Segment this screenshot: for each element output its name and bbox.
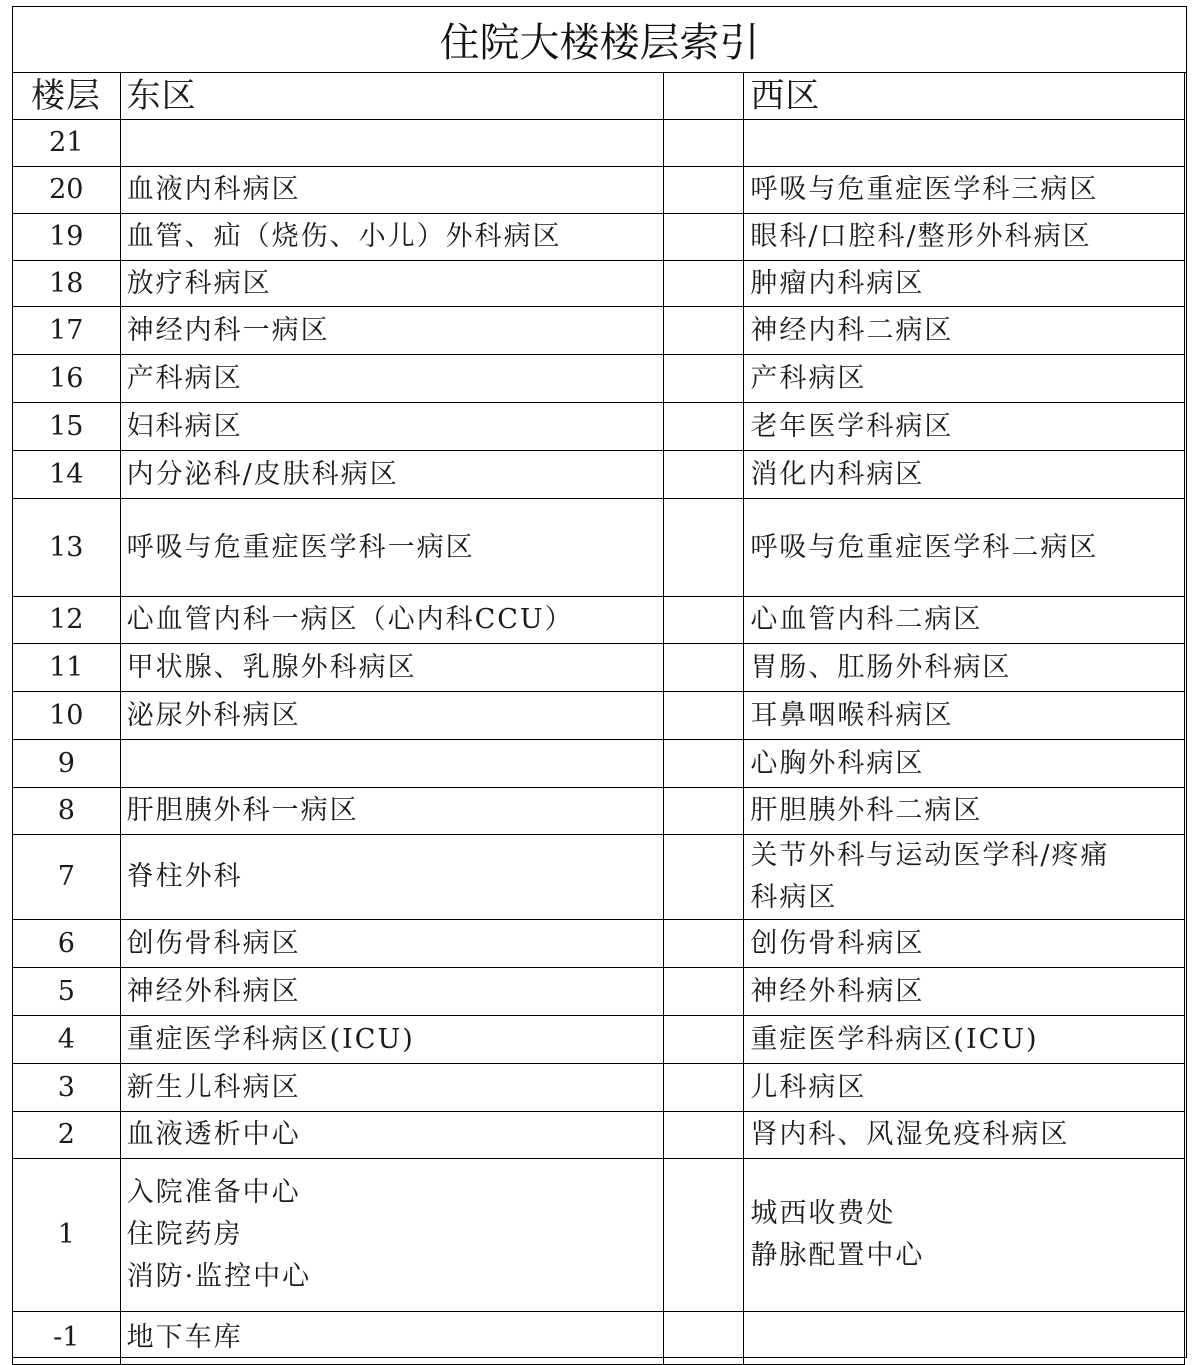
table-row [13, 644, 1185, 692]
east-ward-cell [120, 120, 663, 167]
east-ward-cell [120, 214, 663, 261]
east-ward-cell [120, 835, 663, 920]
east-ward-cell [120, 644, 663, 692]
east-ward-label: 产科病区 [126, 362, 243, 394]
table-row [13, 451, 1185, 499]
west-ward-cell [744, 1112, 1185, 1159]
floor-number: 8 [13, 788, 121, 835]
west-ward-label: 呼吸与危重症医学科三病区 [750, 174, 1099, 205]
table-row [13, 120, 1185, 167]
east-ward-label: 放疗科病区 [126, 267, 272, 299]
east-ward-cell [120, 1016, 663, 1064]
table-row [13, 355, 1185, 403]
east-ward-label: 地下车库 [126, 1322, 243, 1353]
floor-index-sheet [12, 6, 1187, 1358]
spacer-cell [663, 307, 744, 355]
floor-number: 18 [13, 261, 121, 307]
floor-number: 5 [13, 968, 121, 1016]
east-ward-label: 肝胆胰外科一病区 [126, 795, 359, 826]
west-ward-cell [744, 355, 1185, 403]
spacer-cell [663, 740, 744, 788]
spacer-cell [663, 1312, 744, 1365]
header-spacer [663, 73, 744, 120]
floor-number: -1 [13, 1312, 121, 1365]
table-row [13, 167, 1185, 214]
east-ward-cell [120, 307, 663, 355]
spacer-cell [663, 355, 744, 403]
east-ward-label: 神经外科病区 [126, 975, 301, 1007]
west-ward-label: 肿瘤内科病区 [750, 267, 925, 299]
spacer-cell [663, 499, 744, 597]
west-ward-cell [744, 261, 1185, 307]
west-ward-cell [744, 120, 1185, 167]
west-ward-label: 肾内科、风湿免疫科病区 [750, 1119, 1070, 1150]
west-ward-cell [744, 451, 1185, 499]
west-ward-cell [744, 740, 1185, 788]
floor-index-table [12, 72, 1185, 1365]
floor-number: 11 [13, 644, 121, 692]
spacer-cell [663, 451, 744, 499]
spacer-cell [663, 120, 744, 167]
east-ward-label: 血管、疝（烧伤、小儿）外科病区 [126, 221, 562, 252]
east-ward-cell [120, 740, 663, 788]
west-ward-cell [744, 214, 1185, 261]
east-ward-label: 泌尿外科病区 [126, 699, 301, 731]
table-row [13, 920, 1185, 968]
spacer-cell [663, 644, 744, 692]
west-ward-cell [744, 835, 1185, 920]
table-row [13, 835, 1185, 920]
floor-number: 6 [13, 920, 121, 968]
west-ward-label: 心胸外科病区 [750, 747, 925, 779]
header-row [13, 73, 1185, 120]
east-ward-cell [120, 1112, 663, 1159]
east-ward-cell [120, 1064, 663, 1112]
spacer-cell [663, 403, 744, 451]
floor-number: 16 [13, 355, 121, 403]
west-ward-label: 呼吸与危重症医学科二病区 [750, 531, 1099, 563]
floor-number: 2 [13, 1112, 121, 1159]
west-ward-label: 神经外科病区 [750, 975, 925, 1007]
table-row [13, 597, 1185, 644]
east-ward-cell [120, 692, 663, 740]
floor-number: 7 [13, 835, 121, 920]
spacer-cell [663, 1064, 744, 1112]
floor-number: 1 [13, 1159, 121, 1312]
west-ward-cell [744, 968, 1185, 1016]
table-row [13, 788, 1185, 835]
west-ward-cell [744, 1064, 1185, 1112]
table-row [13, 692, 1185, 740]
east-ward-cell [120, 788, 663, 835]
spacer-cell [663, 261, 744, 307]
table-row [13, 1159, 1185, 1312]
table-row [13, 1112, 1185, 1159]
spacer-cell [663, 788, 744, 835]
floor-number: 17 [13, 307, 121, 355]
east-ward-label: 神经内科一病区 [126, 314, 330, 346]
east-ward-label: 入院准备中心 [126, 1177, 301, 1208]
table-row [13, 1312, 1185, 1365]
east-ward-label: 甲状腺、乳腺外科病区 [126, 651, 417, 683]
table-row [13, 214, 1185, 261]
header-floor: 楼层 [13, 73, 121, 120]
west-ward-cell [744, 692, 1185, 740]
east-ward-label: 住院药房 [126, 1219, 243, 1250]
east-ward-cell [120, 920, 663, 968]
east-ward-cell [120, 499, 663, 597]
east-ward-label: 血液内科病区 [126, 174, 301, 205]
west-ward-cell [744, 1159, 1185, 1312]
table-row [13, 740, 1185, 788]
east-ward-cell [120, 1312, 663, 1365]
west-ward-label: 产科病区 [750, 362, 867, 394]
east-ward-cell [120, 261, 663, 307]
west-ward-cell [744, 597, 1185, 644]
west-ward-label: 消化内科病区 [750, 458, 925, 490]
east-ward-cell [120, 167, 663, 214]
spacer-cell [663, 1016, 744, 1064]
east-ward-label: 心血管内科一病区（心内科CCU） [126, 604, 574, 635]
west-ward-label: 重症医学科病区(ICU) [750, 1023, 1039, 1055]
east-ward-label: 血液透析中心 [126, 1119, 301, 1150]
header-west: 西区 [744, 73, 1185, 120]
spacer-cell [663, 692, 744, 740]
spacer-cell [663, 214, 744, 261]
spacer-cell [663, 167, 744, 214]
west-ward-cell [744, 307, 1185, 355]
east-ward-cell [120, 451, 663, 499]
table-row [13, 968, 1185, 1016]
table-row [13, 261, 1185, 307]
spacer-cell [663, 1112, 744, 1159]
east-ward-label: 新生儿科病区 [126, 1071, 301, 1103]
west-ward-label: 创伤骨科病区 [750, 927, 925, 959]
floor-number: 14 [13, 451, 121, 499]
east-ward-cell [120, 403, 663, 451]
east-ward-label: 呼吸与危重症医学科一病区 [126, 531, 475, 563]
west-ward-cell [744, 788, 1185, 835]
west-ward-cell [744, 644, 1185, 692]
west-ward-cell [744, 1312, 1185, 1365]
spacer-cell [663, 1159, 744, 1312]
table-row [13, 403, 1185, 451]
floor-number: 4 [13, 1016, 121, 1064]
west-ward-cell [744, 1016, 1185, 1064]
east-ward-cell [120, 355, 663, 403]
table-row [13, 499, 1185, 597]
west-ward-label: 儿科病区 [750, 1071, 867, 1103]
west-ward-label: 肝胆胰外科二病区 [750, 795, 983, 826]
west-ward-label: 关节外科与运动医学科/疼痛 [750, 840, 1110, 871]
west-ward-label: 心血管内科二病区 [750, 604, 983, 635]
east-ward-label: 脊柱外科 [126, 861, 243, 892]
floor-number: 3 [13, 1064, 121, 1112]
west-ward-cell [744, 499, 1185, 597]
floor-number: 9 [13, 740, 121, 788]
floor-number: 19 [13, 214, 121, 261]
west-ward-label: 科病区 [750, 882, 838, 913]
west-ward-label: 神经内科二病区 [750, 314, 954, 346]
west-ward-label: 眼科/口腔科/整形外科病区 [750, 221, 1092, 252]
floor-number: 12 [13, 597, 121, 644]
east-ward-label: 重症医学科病区(ICU) [126, 1023, 415, 1055]
spacer-cell [663, 968, 744, 1016]
west-ward-cell [744, 167, 1185, 214]
spacer-cell [663, 835, 744, 920]
floor-number: 10 [13, 692, 121, 740]
floor-number: 20 [13, 167, 121, 214]
east-ward-label: 创伤骨科病区 [126, 927, 301, 959]
floor-number: 21 [13, 120, 121, 167]
spacer-cell [663, 920, 744, 968]
east-ward-cell [120, 968, 663, 1016]
table-row [13, 1016, 1185, 1064]
spacer-cell [663, 597, 744, 644]
west-ward-label: 老年医学科病区 [750, 410, 954, 442]
west-ward-cell [744, 403, 1185, 451]
table-row [13, 1064, 1185, 1112]
west-ward-label: 城西收费处 [750, 1198, 896, 1229]
east-ward-cell [120, 597, 663, 644]
header-east: 东区 [120, 73, 663, 120]
table-row [13, 307, 1185, 355]
west-ward-cell [744, 920, 1185, 968]
west-ward-label: 静脉配置中心 [750, 1240, 925, 1271]
east-ward-label: 妇科病区 [126, 410, 243, 442]
west-ward-label: 耳鼻咽喉科病区 [750, 699, 954, 731]
west-ward-label: 胃肠、肛肠外科病区 [750, 651, 1012, 683]
sheet-title: 住院大楼楼层索引 [13, 7, 1186, 73]
east-ward-cell [120, 1159, 663, 1312]
floor-number: 13 [13, 499, 121, 597]
floor-number: 15 [13, 403, 121, 451]
east-ward-label: 内分泌科/皮肤科病区 [126, 458, 399, 490]
east-ward-label: 消防·监控中心 [126, 1261, 312, 1292]
